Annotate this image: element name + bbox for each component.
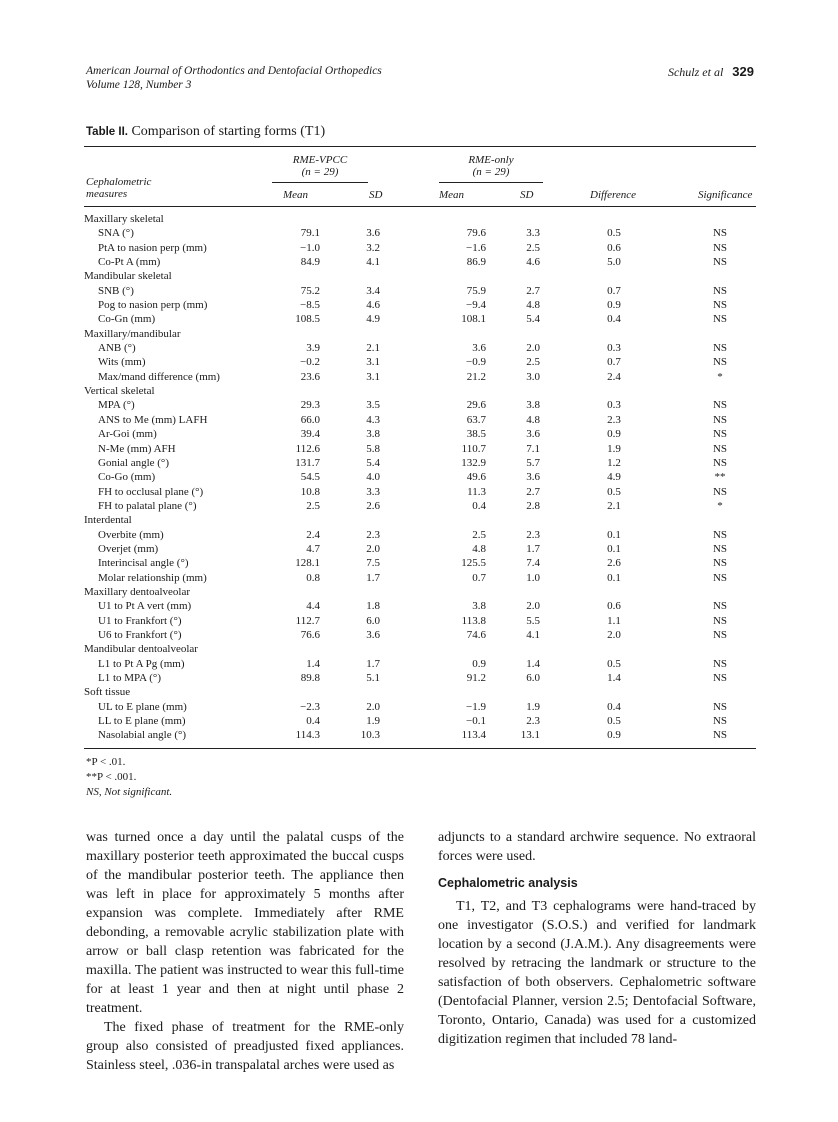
cell-sd-rme-only: 2.8 [526,499,540,512]
cell-mean-rme-vpcc: 112.7 [295,614,320,627]
cell-difference: 0.4 [607,313,621,326]
col-mean-2: Mean [439,189,465,201]
cell-sd-rme-vpcc: 3.2 [366,241,380,254]
cell-mean-rme-vpcc: 89.8 [300,672,320,684]
cell-mean-rme-vpcc: 108.5 [295,313,320,326]
cell-mean-rme-vpcc: 114.3 [295,729,320,742]
table-row [84,657,756,671]
cell-significance: ** [714,471,726,484]
cell-sd-rme-only: 5.5 [526,614,540,627]
cell-mean-rme-only: 132.9 [461,456,486,469]
cell-sd-rme-vpcc: 4.6 [366,299,380,312]
measure-label: MPA (°) [98,399,135,412]
table-row [84,614,756,628]
cell-mean-rme-vpcc: 112.6 [295,442,320,455]
table-top-rule [84,146,756,147]
cell-mean-rme-only: −9.4 [466,299,486,312]
running-head [668,64,754,80]
cell-mean-rme-only: 125.5 [461,557,486,570]
left-paragraph-1: was turned once a day until the palatal cusps of the maxillary posterior teeth approximated the buccal cusps of the mandibular posterior teeth. The appliance then was left in place for approximately 5 months after expansion was complete. Immediately after RME debonding, a removable acrylic stabilization plate with arrow or ball clasp retention was fabricated for the maxilla. The patient was instructed to wear this full-time for at least 1 year and then at night until phase 2 treatment. [86,830,404,1016]
cell-mean-rme-vpcc: 0.8 [306,571,320,584]
category-label: Vertical skeletal [84,385,155,398]
measure-label: Co-Pt A (mm) [98,256,161,269]
group1-name: RME-VPCC [292,154,348,166]
table-category-row [84,685,756,699]
cell-sd-rme-vpcc: 4.9 [366,313,380,326]
cell-sd-rme-only: 2.5 [526,356,540,369]
cell-mean-rme-only: 113.8 [461,614,486,627]
measure-label: Pog to nasion perp (mm) [98,299,208,312]
cell-mean-rme-only: 29.6 [466,399,486,412]
cell-mean-rme-only: 4.8 [472,542,486,555]
table-row [84,470,756,484]
table-row [84,571,756,585]
cell-sd-rme-only: 7.4 [526,557,540,570]
cell-mean-rme-only: 75.9 [466,284,486,297]
footnote-p01: *P < .01. [86,756,126,768]
cell-sd-rme-vpcc: 5.1 [366,672,380,684]
cell-difference: 0.5 [607,715,621,728]
cell-difference: 0.3 [607,399,621,412]
cell-significance: NS [712,442,728,455]
table-row [84,241,756,255]
cell-sd-rme-only: 7.1 [526,442,540,455]
cell-mean-rme-only: 0.4 [472,499,486,512]
cell-difference: 2.1 [607,499,621,512]
cell-significance: NS [712,614,728,627]
cell-mean-rme-vpcc: 29.3 [300,399,320,412]
cell-sd-rme-only: 2.3 [526,528,540,541]
cell-mean-rme-vpcc: 79.1 [300,227,320,240]
footnote-p001: **P < .001. [86,771,137,783]
cell-mean-rme-vpcc: 66.0 [300,413,320,426]
measure-label: UL to E plane (mm) [98,700,187,713]
table-row [84,456,756,470]
cell-mean-rme-only: 49.6 [466,471,486,484]
measure-label: Molar relationship (mm) [98,571,207,584]
cell-difference: 2.0 [607,628,621,641]
cell-sd-rme-only: 2.7 [526,485,540,498]
measure-label: Max/mand difference (mm) [98,370,220,383]
cell-mean-rme-only: 63.7 [466,413,486,426]
table-category-row [84,327,756,341]
cell-significance: NS [712,227,728,240]
table-row [84,556,756,570]
cell-sd-rme-vpcc: 10.3 [360,729,380,742]
measure-label: Nasolabial angle (°) [98,729,187,742]
cell-significance: NS [712,284,728,297]
cell-sd-rme-vpcc: 3.1 [366,356,380,369]
col-significance: Significance [698,189,753,201]
cell-significance: NS [712,256,728,269]
cell-significance: * [717,370,723,383]
cell-difference: 0.5 [607,227,621,240]
cell-sd-rme-vpcc: 4.0 [366,471,380,484]
cell-sd-rme-vpcc: 6.0 [366,614,380,627]
table-category-row [84,384,756,398]
table-row [84,671,756,685]
right-column [438,828,756,1049]
cell-mean-rme-vpcc: 84.9 [300,256,320,269]
cell-sd-rme-vpcc: 7.5 [366,557,380,570]
group1-header [272,154,368,178]
cell-significance: NS [712,542,728,555]
cell-sd-rme-vpcc: 2.6 [366,499,380,512]
cell-significance: NS [712,241,728,254]
table-row [84,284,756,298]
left-column [86,828,404,1075]
table-row [84,499,756,513]
table-bottom-rule [84,748,756,749]
cell-difference: 0.6 [607,241,621,254]
cell-sd-rme-vpcc: 3.3 [366,485,380,498]
cell-sd-rme-only: 6.0 [526,672,540,684]
cell-significance: NS [712,729,728,742]
cell-difference: 0.5 [607,657,621,670]
journal-volume: Volume 128, Number 3 [86,79,192,91]
cell-mean-rme-vpcc: 1.4 [306,657,320,670]
left-paragraph-2: The fixed phase of treatment for the RME-only group also consisted of preadjusted fixed appliances. Stainless steel, .036-in transpalatal arches were used as [86,1020,404,1073]
cell-mean-rme-vpcc: 76.6 [300,628,320,641]
cell-difference: 4.9 [607,471,621,484]
cell-significance: NS [712,628,728,641]
measure-label: U6 to Frankfort (°) [98,628,182,641]
table-row [84,714,756,728]
category-label: Mandibular dentoalveolar [84,643,198,656]
table-row [84,427,756,441]
cell-sd-rme-vpcc: 3.6 [366,227,380,240]
cell-sd-rme-only: 4.8 [526,413,540,426]
cell-sd-rme-vpcc: 1.7 [366,571,380,584]
cell-sd-rme-only: 3.6 [526,428,540,441]
cell-mean-rme-vpcc: 128.1 [295,557,320,570]
cell-sd-rme-vpcc: 1.8 [366,600,380,613]
cell-mean-rme-vpcc: 2.5 [306,499,320,512]
cell-significance: NS [712,557,728,570]
cell-mean-rme-only: −0.1 [466,715,486,728]
cell-sd-rme-only: 5.4 [526,313,540,326]
table-title: Comparison of starting forms (T1) [131,124,326,139]
measure-label: PtA to nasion perp (mm) [98,241,207,254]
cell-sd-rme-only: 1.4 [526,657,540,670]
group2-n: (n = 29) [472,166,510,178]
table-caption [86,124,325,140]
cell-sd-rme-vpcc: 3.1 [366,370,380,383]
table-row [84,628,756,642]
cell-sd-rme-vpcc: 2.1 [366,342,380,355]
journal-name: American Journal of Orthodontics and Dentofacial Orthopedics [86,65,382,77]
group2-rule [439,182,543,183]
cell-significance: NS [712,399,728,412]
measure-label: Gonial angle (°) [98,456,169,469]
table-category-row [84,212,756,226]
cell-sd-rme-only: 4.6 [526,256,540,269]
table-row [84,398,756,412]
measure-label: SNB (°) [98,284,134,297]
table-row [84,370,756,384]
cell-mean-rme-only: 91.2 [466,672,486,684]
cell-significance: NS [712,657,728,670]
cell-sd-rme-vpcc: 1.9 [366,715,380,728]
table-row [84,413,756,427]
cell-sd-rme-only: 3.6 [526,471,540,484]
right-paragraph-1: adjuncts to a standard archwire sequence. No extraoral forces were used. [438,830,756,864]
group1-n: (n = 29) [301,166,339,178]
cell-difference: 1.9 [607,442,621,455]
cell-sd-rme-only: 2.0 [526,600,540,613]
measure-label: N-Me (mm) AFH [98,442,176,455]
col-mean-1: Mean [283,189,309,201]
group2-header [439,154,543,178]
measure-label: Overbite (mm) [98,528,164,541]
cell-mean-rme-only: −1.9 [466,700,486,713]
measure-label: Wits (mm) [98,356,146,369]
cell-significance: NS [712,413,728,426]
cell-difference: 0.9 [607,428,621,441]
measure-label: L1 to Pt A Pg (mm) [98,657,185,670]
table-row [84,542,756,556]
cell-difference: 0.5 [607,485,621,498]
cell-mean-rme-vpcc: −1.0 [300,241,320,254]
cell-significance: NS [712,456,728,469]
table-category-row [84,269,756,283]
measure-label: Ar-Goi (mm) [98,428,157,441]
table-row [84,599,756,613]
cell-significance: NS [712,342,728,355]
cell-difference: 1.4 [607,672,621,684]
section-heading: Cephalometric analysis [438,876,578,890]
table-row [84,226,756,240]
cell-mean-rme-vpcc: 4.7 [306,542,320,555]
cell-sd-rme-vpcc: 3.6 [366,628,380,641]
cell-difference: 0.7 [607,356,621,369]
cell-sd-rme-vpcc: 4.1 [366,256,380,269]
cell-sd-rme-vpcc: 3.5 [366,399,380,412]
cell-mean-rme-only: 21.2 [466,370,486,383]
cell-significance: NS [712,356,728,369]
table-row [84,700,756,714]
cell-sd-rme-vpcc: 2.0 [366,542,380,555]
category-label: Maxillary dentoalveolar [84,585,190,598]
table-row [84,485,756,499]
table-category-row [84,585,756,599]
cell-mean-rme-only: 113.4 [461,729,486,742]
measures-header-line2: measures [86,188,128,200]
cell-mean-rme-vpcc: 54.5 [300,471,320,484]
running-authors: Schulz et al [667,65,724,79]
table-header-rule [84,206,756,207]
cell-difference: 0.1 [607,542,621,555]
cell-difference: 0.4 [607,700,621,713]
cell-mean-rme-only: 0.9 [472,657,486,670]
category-label: Soft tissue [84,686,131,699]
cell-sd-rme-only: 3.0 [526,370,540,383]
cell-significance: NS [712,528,728,541]
cell-difference: 0.6 [607,600,621,613]
cell-sd-rme-only: 3.3 [526,227,540,240]
table-row [84,298,756,312]
cell-sd-rme-only: 4.8 [526,299,540,312]
cell-difference: 2.3 [607,413,621,426]
table-row [84,528,756,542]
cell-difference: 1.2 [607,456,621,469]
cell-sd-rme-vpcc: 3.8 [366,428,380,441]
table-row [84,442,756,456]
measure-label: Co-Go (mm) [98,471,156,484]
cell-significance: NS [712,672,728,684]
cell-mean-rme-vpcc: 23.6 [300,370,320,383]
cell-sd-rme-only: 3.8 [526,399,540,412]
cell-significance: NS [712,571,728,584]
cell-mean-rme-vpcc: 0.4 [306,715,320,728]
cell-mean-rme-vpcc: 131.7 [295,456,320,469]
cell-sd-rme-only: 2.0 [526,342,540,355]
cell-mean-rme-only: 108.1 [461,313,486,326]
cell-mean-rme-vpcc: 2.4 [306,528,320,541]
cell-significance: NS [712,700,728,713]
cell-difference: 0.1 [607,571,621,584]
cell-mean-rme-only: −0.9 [466,356,486,369]
cell-mean-rme-only: 3.8 [472,600,486,613]
category-label: Maxillary/mandibular [84,327,181,340]
cell-sd-rme-only: 1.0 [526,571,540,584]
cell-sd-rme-only: 1.9 [526,700,540,713]
cell-sd-rme-only: 13.1 [520,729,540,742]
measure-label: ANB (°) [98,342,136,355]
cell-mean-rme-only: 74.6 [466,628,486,641]
measure-label: L1 to MPA (°) [98,672,161,684]
measure-label: Interincisal angle (°) [98,557,189,570]
cell-mean-rme-only: 38.5 [466,428,486,441]
cell-sd-rme-vpcc: 2.0 [366,700,380,713]
cell-significance: NS [712,299,728,312]
cell-significance: NS [712,313,728,326]
cell-mean-rme-vpcc: 4.4 [306,600,320,613]
measure-label: Co-Gn (mm) [98,313,156,326]
cell-significance: NS [712,715,728,728]
cell-sd-rme-only: 1.7 [526,542,540,555]
measure-label: U1 to Frankfort (°) [98,614,182,627]
measure-label: LL to E plane (mm) [98,715,186,728]
cell-sd-rme-only: 5.7 [526,456,540,469]
page-number: 329 [732,64,754,79]
cell-difference: 0.9 [607,299,621,312]
cell-mean-rme-vpcc: 3.9 [306,342,320,355]
cell-difference: 2.4 [607,370,621,383]
cell-mean-rme-only: 3.6 [472,342,486,355]
cell-difference: 0.9 [607,729,621,742]
col-sd-1: SD [369,189,383,201]
cell-sd-rme-vpcc: 1.7 [366,657,380,670]
cell-mean-rme-vpcc: −8.5 [300,299,320,312]
cell-mean-rme-vpcc: 39.4 [300,428,320,441]
measure-label: FH to palatal plane (°) [98,499,197,512]
cell-mean-rme-vpcc: 10.8 [300,485,320,498]
table-row [84,255,756,269]
cell-significance: NS [712,485,728,498]
table-row [84,341,756,355]
cell-mean-rme-only: 11.3 [467,485,486,498]
table-row [84,355,756,369]
cell-difference: 0.3 [607,342,621,355]
cell-significance: * [717,499,723,512]
footnote-ns: NS, Not significant. [86,786,173,798]
cell-difference: 0.7 [607,284,621,297]
measures-header-line1: Cephalometric [86,176,152,188]
cell-sd-rme-only: 4.1 [526,628,540,641]
cell-sd-rme-vpcc: 3.4 [366,284,380,297]
cell-mean-rme-only: 0.7 [472,571,486,584]
measures-header [86,176,151,200]
cell-mean-rme-only: 79.6 [466,227,486,240]
cell-mean-rme-only: 2.5 [472,528,486,541]
cell-difference: 2.6 [607,557,621,570]
cell-mean-rme-vpcc: −0.2 [300,356,320,369]
measure-label: FH to occlusal plane (°) [98,485,204,498]
cell-mean-rme-vpcc: 75.2 [300,284,320,297]
cell-sd-rme-vpcc: 2.3 [366,528,380,541]
journal-header [86,64,382,92]
group1-rule [272,182,368,183]
category-label: Interdental [84,514,132,527]
cell-mean-rme-only: 86.9 [466,256,486,269]
cell-sd-rme-only: 2.5 [526,241,540,254]
table-label: Table II. [86,126,128,138]
cell-sd-rme-vpcc: 4.3 [366,413,380,426]
measure-label: Overjet (mm) [98,542,159,555]
comparison-table [84,212,756,743]
cell-sd-rme-vpcc: 5.8 [366,442,380,455]
cell-sd-rme-only: 2.3 [526,715,540,728]
table-row [84,312,756,326]
measure-label: U1 to Pt A vert (mm) [98,600,192,613]
cell-significance: NS [712,428,728,441]
col-difference: Difference [590,189,637,201]
table-row [84,728,756,742]
measure-label: ANS to Me (mm) LAFH [98,413,208,426]
cell-sd-rme-only: 2.7 [526,284,540,297]
cell-difference: 1.1 [607,614,621,627]
cell-mean-rme-only: 110.7 [461,442,486,455]
right-paragraph-2: T1, T2, and T3 cephalograms were hand-traced by one investigator (S.O.S.) and verified for landmark location by a second (J.A.M.). Any disagreements were resolved by retracing the landmark or structure to the satisfaction of both observers. Cephalometric software (Dentofacial Planner, version 2.5; Dentofacial Software, Toronto, Ontario, Canada) was used for a customized digitization regimen that included 78 land- [438,899,756,1047]
cell-mean-rme-vpcc: −2.3 [300,700,320,713]
cell-significance: NS [712,600,728,613]
measure-label: SNA (°) [98,227,134,240]
cell-sd-rme-vpcc: 5.4 [366,456,380,469]
cell-mean-rme-only: −1.6 [466,241,486,254]
category-label: Maxillary skeletal [84,213,164,225]
table-category-row [84,642,756,656]
group2-name: RME-only [468,154,514,166]
cell-difference: 0.1 [607,528,621,541]
table-category-row [84,513,756,527]
col-sd-2: SD [520,189,534,201]
category-label: Mandibular skeletal [84,270,172,283]
cell-difference: 5.0 [607,256,621,269]
